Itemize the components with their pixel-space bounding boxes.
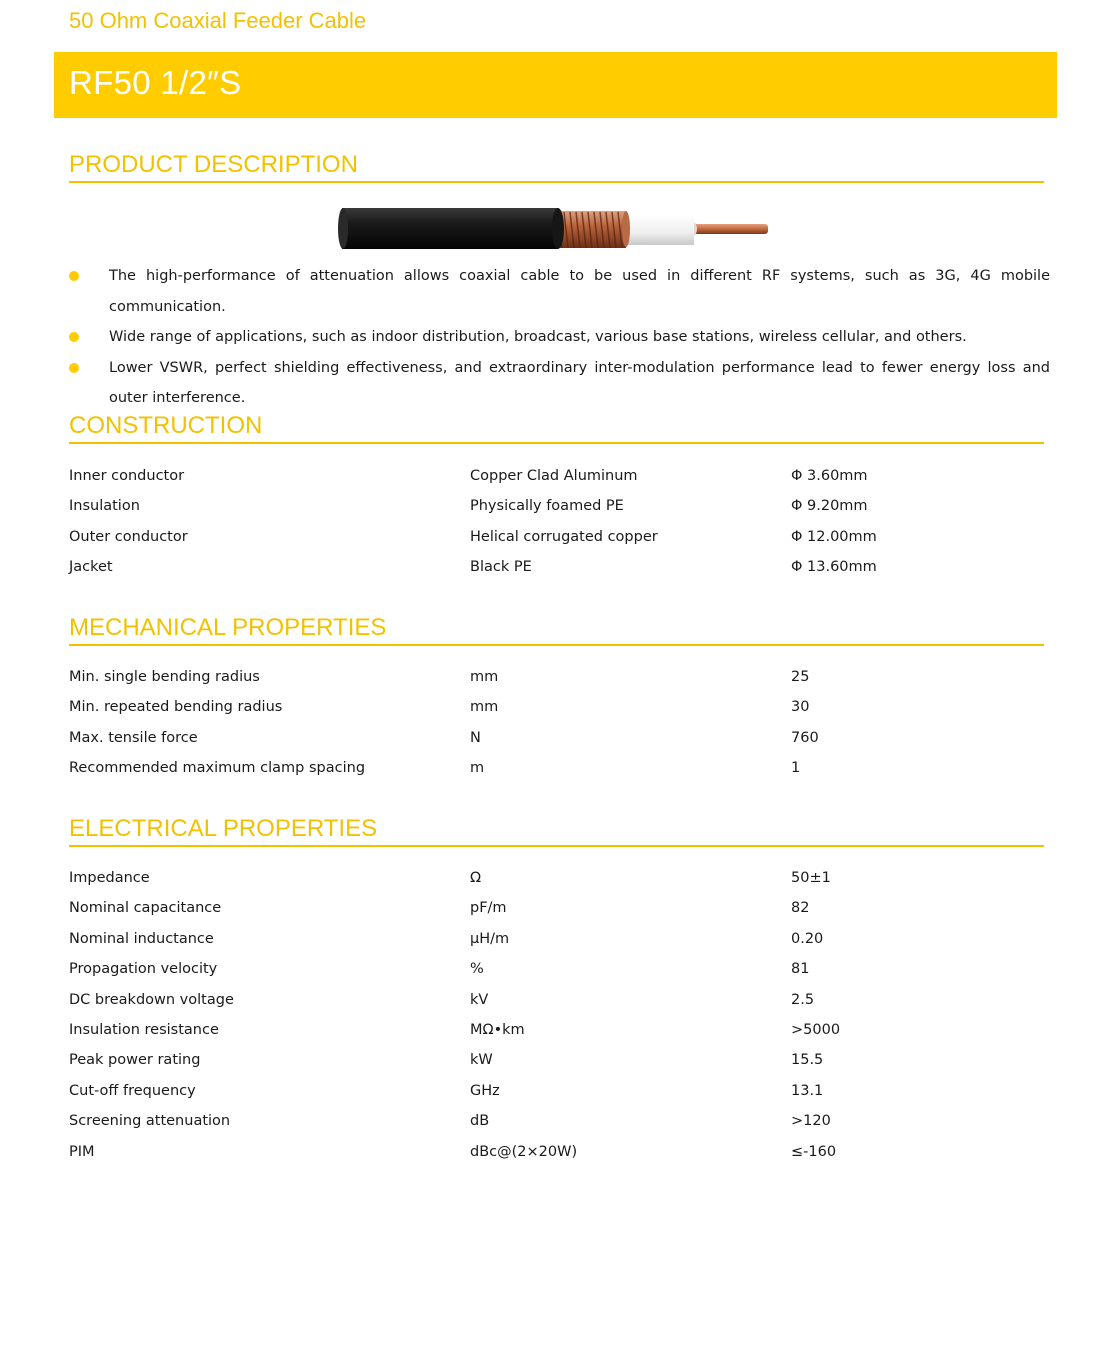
bullet-dot-icon (69, 363, 79, 373)
construction-table (69, 461, 1044, 583)
table-row: Nominal inductance µH/m 0.20 (69, 930, 824, 947)
table-row: Max. tensile force N 760 (69, 729, 819, 746)
product-description-list (69, 261, 1050, 414)
table-row: Insulation Physically foamed PE Φ 9.20mm (69, 498, 868, 515)
table-row: Impedance Ω 50±1 (69, 870, 831, 886)
table-row: Min. repeated bending radius mm 30 (69, 699, 810, 716)
list-item: Wide range of applications, such as indoor distribution, broadcast, various base stations, wireless cellular, and others. (69, 322, 1050, 353)
table-row: Peak power rating kW 15.5 (69, 1052, 824, 1069)
mechanical-table (69, 662, 1044, 784)
bullet-dot-icon (69, 271, 79, 281)
table-row: Propagation velocity % 81 (69, 961, 810, 978)
table-row: Recommended maximum clamp spacing m 1 (69, 760, 801, 777)
table-row: Nominal capacitance pF/m 82 (69, 900, 810, 917)
table-row: Screening attenuation dB >120 (69, 1113, 831, 1130)
bullet-dot-icon (69, 332, 79, 342)
table-row: Cut-off frequency GHz 13.1 (69, 1082, 824, 1099)
product-title: RF50 1/2″S (69, 64, 242, 101)
title-banner (54, 52, 1057, 118)
document-subtitle: 50 Ohm Coaxial Feeder Cable (69, 8, 367, 33)
section-heading-construction: CONSTRUCTION (69, 412, 1044, 444)
table-row: PIM dBc@(2×20W) ≤-160 (69, 1143, 837, 1160)
list-item: Lower VSWR, perfect shielding effectiveness, and extraordinary inter-modulation performance lead to fewer energy loss and outer interference. (69, 353, 1050, 414)
section-heading-electrical: ELECTRICAL PROPERTIES (69, 815, 1044, 847)
table-row: Outer conductor Helical corrugated copper Φ 12.00mm (69, 528, 877, 545)
table-row: Min. single bending radius mm 25 (69, 669, 810, 685)
table-row: DC breakdown voltage kV 2.5 (69, 991, 815, 1008)
table-row: Jacket Black PE Φ 13.60mm (69, 559, 877, 576)
table-row: Inner conductor Copper Clad Aluminum Φ 3.60mm (69, 468, 868, 484)
coaxial-cable-image (336, 204, 776, 256)
table-row: Insulation resistance MΩ•km >5000 (69, 1021, 841, 1038)
electrical-table (69, 863, 1044, 1167)
section-heading-product-description: PRODUCT DESCRIPTION (69, 151, 1044, 183)
list-item: The high-performance of attenuation allows coaxial cable to be used in different RF systems, such as 3G, 4G mobile communication. (69, 261, 1050, 322)
section-heading-mechanical: MECHANICAL PROPERTIES (69, 614, 1044, 646)
